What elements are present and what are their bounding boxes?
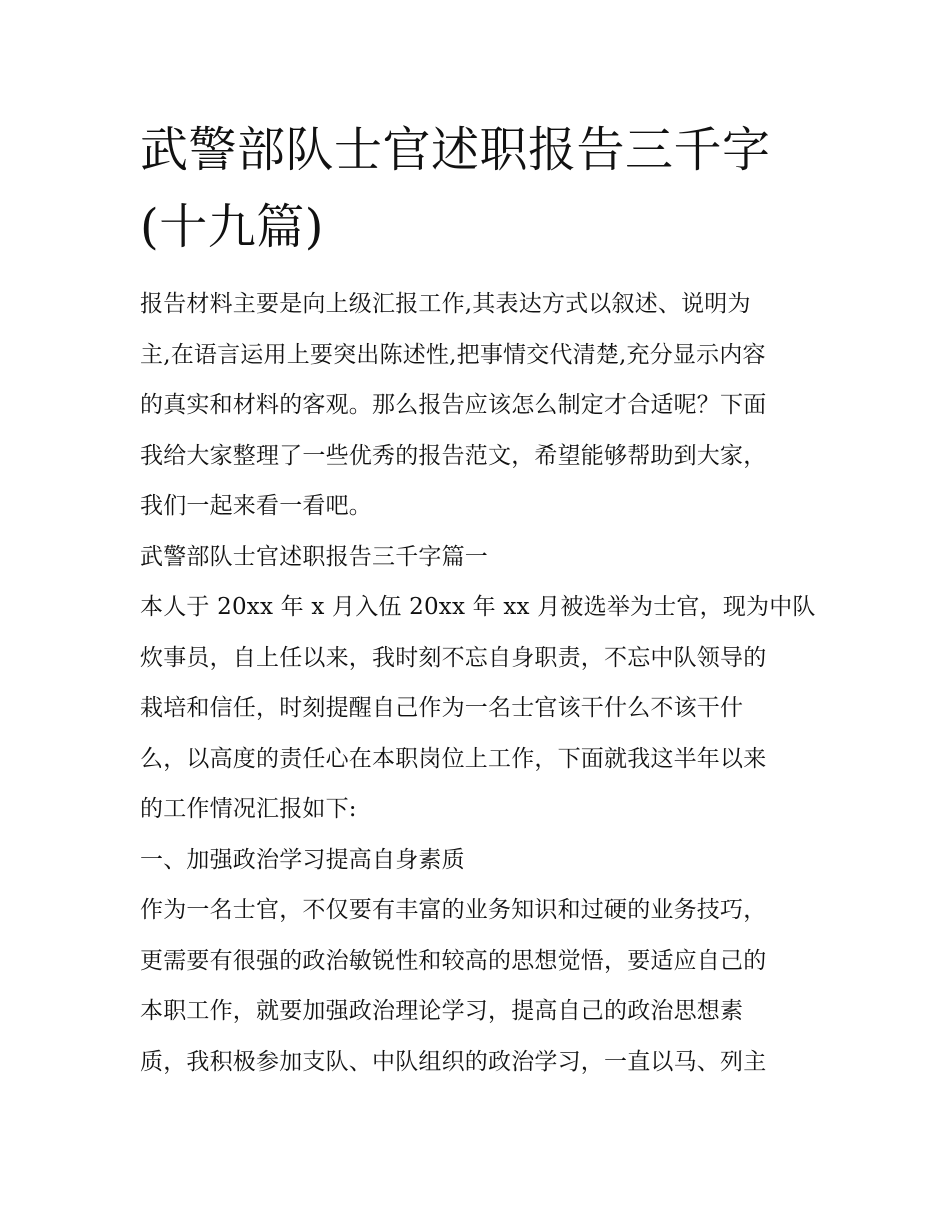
subsection-heading: 一、加强政治学习提高自身素质 [140,846,465,873]
intro-line: 的真实和材料的客观。那么报告应该怎么制定才合适呢？下面 [140,392,767,418]
paragraph-line: 质，我积极参加支队、中队组织的政治学习，一直以马、列主 [140,1048,767,1075]
paragraph-line: 么，以高度的责任心在本职岗位上工作，下面就我这半年以来 [140,745,767,772]
title-line: (十九篇) [140,199,324,255]
paragraph-line: 本人于 20xx 年 x 月入伍 20xx 年 xx 月被选举为士官，现为中队 [140,594,816,620]
title-line: 武警部队士官述职报告三千字 [140,122,771,178]
paragraph-line: 本职工作，就要加强政治理论学习，提高自己的政治思想素 [140,998,744,1024]
paragraph-line: 的工作情况汇报如下: [140,796,357,822]
paragraph-line: 炊事员，自上任以来，我时刻不忘自身职责，不忘中队领导的 [140,644,767,671]
paragraph-line: 作为一名士官，不仅要有丰富的业务知识和过硬的业务技巧， [140,897,767,923]
document-title [140,112,830,266]
intro-line: 报告材料主要是向上级汇报工作,其表达方式以叙述、说明为 [140,291,751,317]
intro-line: 我给大家整理了一些优秀的报告范文，希望能够帮助到大家， [140,442,767,469]
intro-line: 主,在语言运用上要突出陈述性,把事情交代清楚,充分显示内容 [140,341,766,368]
paragraph-line: 更需要有很强的政治敏锐性和较高的思想觉悟，要适应自己的 [140,947,767,974]
document-body [140,279,830,1087]
paragraph-line: 栽培和信任，时刻提醒自己作为一名士官该干什么不该干什 [140,695,744,721]
intro-line: 我们一起来看一看吧。 [140,493,372,519]
section-heading: 武警部队士官述职报告三千字篇一 [140,543,488,570]
